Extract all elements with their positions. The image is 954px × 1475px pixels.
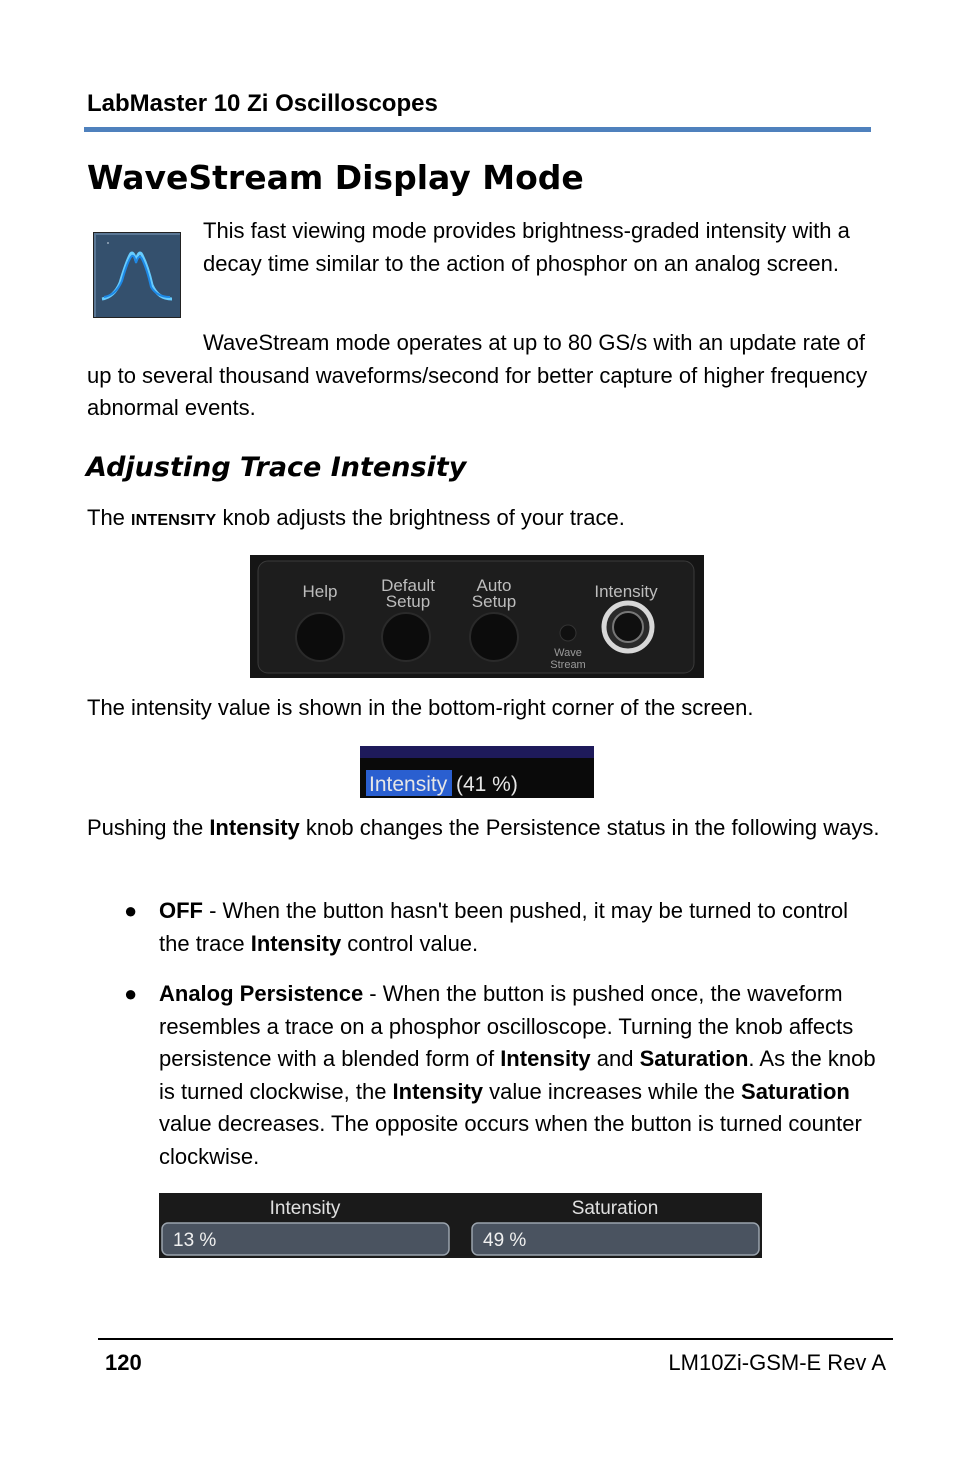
default-setup-button — [382, 613, 430, 661]
auto-label-2: Setup — [471, 592, 517, 611]
subsection-title: Adjusting Trace Intensity — [86, 452, 467, 483]
running-header: LabMaster 10 Zi Oscilloscopes — [87, 90, 438, 117]
saturation-control-value: 49 % — [483, 1230, 527, 1251]
intensity-knob-paragraph: The INTENSITY knob adjusts the brightness of your trace. — [87, 505, 625, 530]
pushing-paragraph: Pushing the Intensity knob changes the Persistence status in the following ways. — [87, 815, 880, 840]
intensity-control-value: 13 % — [173, 1230, 217, 1251]
intensity-knob-term: INTENSITY — [131, 512, 217, 529]
default-label-2: Setup — [385, 592, 431, 611]
page-number: 120 — [105, 1350, 142, 1375]
intensity-control-label: Intensity — [269, 1198, 341, 1219]
intro-paragraph: This fast viewing mode provides brightness-graded intensity with a decay time similar to the action of phosphor on an analog screen. — [203, 218, 850, 276]
readout-label: Intensity — [369, 773, 448, 796]
readout-value: (41 %) — [456, 773, 518, 796]
help-button — [296, 613, 344, 661]
default-label-1: Default — [381, 576, 435, 595]
wave-label: Wave — [554, 647, 582, 659]
saturation-control-label: Saturation — [571, 1198, 659, 1219]
footer-rule — [98, 1338, 893, 1340]
stream-label: Stream — [550, 659, 586, 671]
bullet-term-analog: Analog Persistence — [159, 981, 364, 1006]
auto-setup-button — [470, 613, 518, 661]
wavestream-paragraph: WaveStream mode operates at up to 80 GS/s with an update rate of up to several thousand waveforms/second for better capture of higher frequency abnormal events. — [87, 330, 868, 420]
list-item: ● Analog Persistence - When the button is pushed once, the waveform resembles a trace on a phosphor oscilloscope. Turning the knob affects persistence with a blended form of Intensity and Saturation. As the knob is turned clockwise, the Intensity value increases while the Saturation value decreases. The opposite occurs when the button is turned counter clockwise. — [124, 981, 876, 1169]
wavestream-led — [560, 625, 576, 641]
help-label: Help — [302, 582, 338, 601]
auto-label-1: Auto — [476, 576, 512, 595]
front-panel-image — [250, 555, 704, 678]
intensity-readout-image — [360, 746, 594, 798]
header-rule — [84, 127, 871, 132]
bullet-term-off: OFF — [159, 898, 203, 923]
list-item: ● OFF - When the button hasn't been pushed, it may be turned to control the trace Intensity control value. — [124, 898, 849, 956]
intensity-saturation-controls-image — [159, 1193, 762, 1258]
section-title: WaveStream Display Mode — [87, 158, 584, 197]
document-id: LM10Zi-GSM-E Rev A — [668, 1350, 886, 1375]
persistence-list — [87, 895, 877, 1173]
intensity-panel-label: Intensity — [594, 582, 658, 601]
wavestream-pulse-icon — [93, 232, 181, 318]
intensity-value-paragraph: The intensity value is shown in the bottom-right corner of the screen. — [87, 695, 754, 720]
